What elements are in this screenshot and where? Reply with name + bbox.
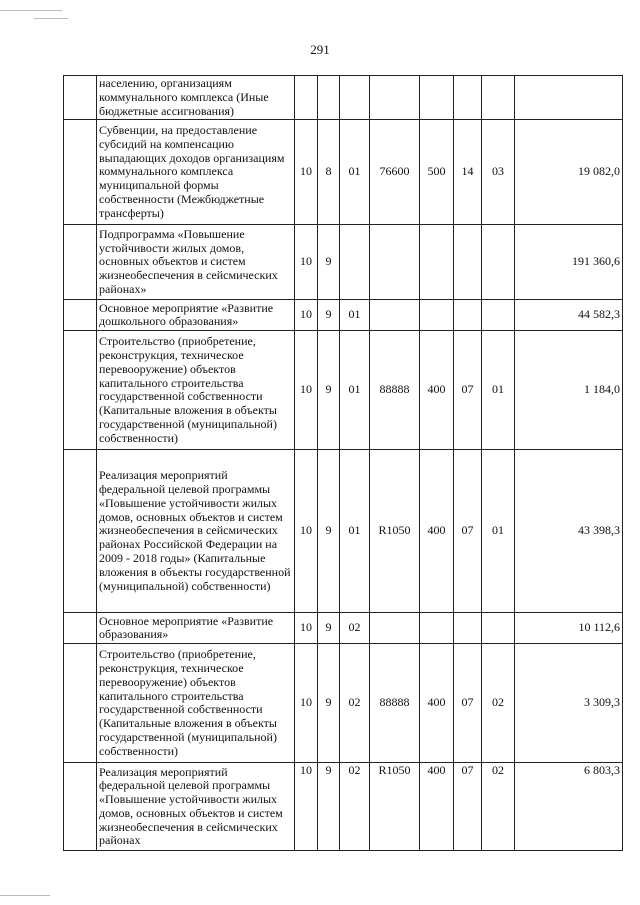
chapter-code: [454, 300, 482, 331]
row-index-cell: [64, 763, 97, 851]
row-index-cell: [64, 644, 97, 763]
table-row: [64, 644, 623, 763]
expense-type-code: [420, 300, 454, 331]
item-name: Основное мероприятие «Развитие дошкольного образования»: [97, 300, 295, 331]
amount: 43 398,3: [515, 450, 623, 613]
program-code: 8: [318, 120, 340, 225]
program-code: 9: [318, 763, 340, 851]
subsection-code: 02: [482, 644, 515, 763]
chapter-code: 14: [454, 120, 482, 225]
program-code: 9: [318, 300, 340, 331]
direction-code: [370, 225, 420, 300]
section-code: 10: [295, 613, 318, 644]
row-index-cell: [64, 225, 97, 300]
row-index-cell: [64, 331, 97, 450]
table-row: [64, 120, 623, 225]
item-name: Строительство (приобретение, реконструкция, техническое перевооружение) объектов капитального строительства государственной собственности (Капитальные вложения в объекты государственной (муниципальной) собственности): [97, 644, 295, 763]
direction-code: [370, 76, 420, 120]
program-code: [318, 76, 340, 120]
section-code: 10: [295, 331, 318, 450]
chapter-code: 07: [454, 763, 482, 851]
chapter-code: [454, 613, 482, 644]
chapter-code: 07: [454, 644, 482, 763]
table-row: [64, 613, 623, 644]
amount: 3 309,3: [515, 644, 623, 763]
item-name: Субвенции, на предоставление субсидий на компенсацию выпадающих доходов организациям коммунального комплекса муниципальной формы собственности (Межбюджетные трансферты): [97, 120, 295, 225]
item-name: Основное мероприятие «Развитие образования»: [97, 613, 295, 644]
section-code: [295, 76, 318, 120]
subsection-code: [482, 300, 515, 331]
event-code: 01: [340, 331, 370, 450]
chapter-code: [454, 225, 482, 300]
subsection-code: [482, 76, 515, 120]
section-code: 10: [295, 644, 318, 763]
item-name: населению, организациям коммунального комплекса (Иные бюджетные ассигнования): [97, 76, 295, 120]
amount: 1 184,0: [515, 331, 623, 450]
program-code: 9: [318, 450, 340, 613]
table-row: [64, 300, 623, 331]
item-name: Строительство (приобретение, реконструкция, техническое перевооружение) объектов капитального строительства государственной собственности (Капитальные вложения в объекты государственной (муниципальной) собственности): [97, 331, 295, 450]
section-code: 10: [295, 225, 318, 300]
expense-type-code: [420, 225, 454, 300]
event-code: 02: [340, 613, 370, 644]
expense-type-code: [420, 76, 454, 120]
table-row: [64, 450, 623, 613]
event-code: 02: [340, 763, 370, 851]
event-code: 01: [340, 450, 370, 613]
section-code: 10: [295, 120, 318, 225]
scan-artifact: [0, 895, 50, 896]
amount: 10 112,6: [515, 613, 623, 644]
program-code: 9: [318, 225, 340, 300]
row-index-cell: [64, 120, 97, 225]
direction-code: [370, 613, 420, 644]
amount: 19 082,0: [515, 120, 623, 225]
amount: 44 582,3: [515, 300, 623, 331]
subsection-code: 01: [482, 331, 515, 450]
table-row: [64, 225, 623, 300]
program-code: 9: [318, 331, 340, 450]
item-name: Реализация мероприятий федеральной целевой программы «Повышение устойчивости жилых домов, основных объектов и систем жизнеобеспечения в сейсмических районах: [97, 763, 295, 851]
row-index-cell: [64, 450, 97, 613]
chapter-code: [454, 76, 482, 120]
section-code: 10: [295, 763, 318, 851]
expense-type-code: 400: [420, 644, 454, 763]
item-name: Подпрограмма «Повышение устойчивости жилых домов, основных объектов и систем жизнеобеспечения в сейсмических районах»: [97, 225, 295, 300]
program-code: 9: [318, 644, 340, 763]
expense-type-code: 500: [420, 120, 454, 225]
chapter-code: 07: [454, 331, 482, 450]
amount: [515, 76, 623, 120]
expense-type-code: [420, 613, 454, 644]
amount: 6 803,3: [515, 763, 623, 851]
direction-code: 88888: [370, 644, 420, 763]
subsection-code: 02: [482, 763, 515, 851]
event-code: [340, 225, 370, 300]
subsection-code: 03: [482, 120, 515, 225]
budget-table: [63, 75, 623, 851]
event-code: 01: [340, 300, 370, 331]
item-name: Реализация мероприятий федеральной целевой программы «Повышение устойчивости жилых домов, основных объектов и систем жизнеобеспечения в сейсмических районах Российской Федерации на 2009 - 2018 годы» (Капитальные вложения в объекты государственной (муниципальной) собственности): [97, 450, 295, 613]
event-code: 02: [340, 644, 370, 763]
expense-type-code: 400: [420, 331, 454, 450]
direction-code: R1050: [370, 763, 420, 851]
event-code: [340, 76, 370, 120]
table-row: [64, 763, 623, 851]
page-number: 291: [310, 42, 330, 57]
expense-type-code: 400: [420, 763, 454, 851]
table-row: [64, 76, 623, 120]
scan-artifact: [0, 10, 62, 11]
direction-code: 88888: [370, 331, 420, 450]
section-code: 10: [295, 300, 318, 331]
table-row: [64, 331, 623, 450]
subsection-code: [482, 613, 515, 644]
row-index-cell: [64, 300, 97, 331]
event-code: 01: [340, 120, 370, 225]
row-index-cell: [64, 613, 97, 644]
direction-code: 76600: [370, 120, 420, 225]
direction-code: R1050: [370, 450, 420, 613]
chapter-code: 07: [454, 450, 482, 613]
row-index-cell: [64, 76, 97, 120]
amount: 191 360,6: [515, 225, 623, 300]
scan-artifact: [34, 18, 68, 19]
direction-code: [370, 300, 420, 331]
subsection-code: [482, 225, 515, 300]
section-code: 10: [295, 450, 318, 613]
expense-type-code: 400: [420, 450, 454, 613]
program-code: 9: [318, 613, 340, 644]
subsection-code: 01: [482, 450, 515, 613]
